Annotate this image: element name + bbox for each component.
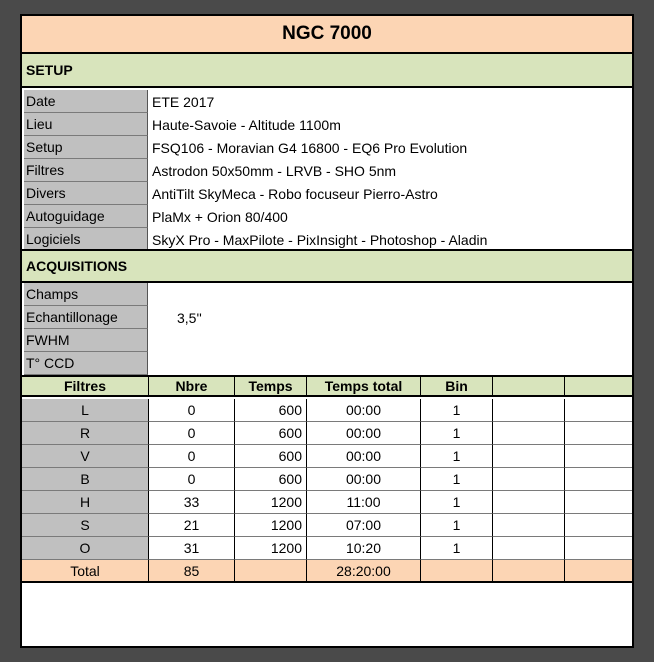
- row-filter-b[interactable]: B: [22, 468, 149, 491]
- row-total-r[interactable]: 00:00: [307, 422, 421, 445]
- row-empty-r-1[interactable]: [493, 422, 565, 445]
- row-empty-h-1[interactable]: [493, 491, 565, 514]
- total-temps-total[interactable]: 28:20:00: [307, 560, 421, 583]
- setup-value-setup[interactable]: FSQ106 - Moravian G4 16800 - EQ6 Pro Evolution: [152, 139, 468, 156]
- row-nbre-v[interactable]: 0: [149, 445, 235, 468]
- page-title[interactable]: NGC 7000: [22, 16, 632, 54]
- row-filter-l[interactable]: L: [22, 399, 149, 422]
- row-empty-r-2[interactable]: [565, 422, 632, 445]
- row-temps-v[interactable]: 600: [235, 445, 307, 468]
- setup-label-logiciels[interactable]: Logiciels: [24, 228, 148, 251]
- row-temps-h[interactable]: 1200: [235, 491, 307, 514]
- row-empty-v-2[interactable]: [565, 445, 632, 468]
- row-temps-o[interactable]: 1200: [235, 537, 307, 560]
- row-filter-s[interactable]: S: [22, 514, 149, 537]
- row-filter-h[interactable]: H: [22, 491, 149, 514]
- total-empty-1[interactable]: [493, 560, 565, 583]
- col-header-temps-total[interactable]: Temps total: [307, 375, 421, 397]
- row-nbre-o[interactable]: 31: [149, 537, 235, 560]
- row-temps-l[interactable]: 600: [235, 399, 307, 422]
- row-nbre-b[interactable]: 0: [149, 468, 235, 491]
- total-temps[interactable]: [235, 560, 307, 583]
- setup-value-divers[interactable]: AntiTilt SkyMeca - Robo focuseur Pierro-Astro: [152, 185, 438, 202]
- row-empty-b-2[interactable]: [565, 468, 632, 491]
- row-empty-o-1[interactable]: [493, 537, 565, 560]
- acquisitions-section-header[interactable]: ACQUISITIONS: [22, 249, 632, 283]
- total-empty-2[interactable]: [565, 560, 632, 583]
- row-total-h[interactable]: 11:00: [307, 491, 421, 514]
- row-empty-h-2[interactable]: [565, 491, 632, 514]
- acq-label-fwhm[interactable]: FWHM: [24, 329, 148, 352]
- row-bin-h[interactable]: 1: [421, 491, 493, 514]
- col-header-temps[interactable]: Temps: [235, 375, 307, 397]
- col-header-empty-1[interactable]: [493, 375, 565, 397]
- row-bin-b[interactable]: 1: [421, 468, 493, 491]
- total-bin[interactable]: [421, 560, 493, 583]
- setup-section-header[interactable]: SETUP: [22, 54, 632, 88]
- row-filter-r[interactable]: R: [22, 422, 149, 445]
- acq-label-champs[interactable]: Champs: [24, 283, 148, 306]
- row-empty-b-1[interactable]: [493, 468, 565, 491]
- total-nbre[interactable]: 85: [149, 560, 235, 583]
- acq-label-ccd-temp[interactable]: T° CCD: [24, 352, 148, 375]
- setup-value-logiciels[interactable]: SkyX Pro - MaxPilote - PixInsight - Photoshop - Aladin: [152, 231, 488, 248]
- row-nbre-s[interactable]: 21: [149, 514, 235, 537]
- row-empty-l-2[interactable]: [565, 399, 632, 422]
- row-filter-o[interactable]: O: [22, 537, 149, 560]
- row-temps-b[interactable]: 600: [235, 468, 307, 491]
- row-bin-o[interactable]: 1: [421, 537, 493, 560]
- row-nbre-r[interactable]: 0: [149, 422, 235, 445]
- row-total-l[interactable]: 00:00: [307, 399, 421, 422]
- row-bin-r[interactable]: 1: [421, 422, 493, 445]
- total-label[interactable]: Total: [22, 560, 149, 583]
- col-header-nbre[interactable]: Nbre: [149, 375, 235, 397]
- row-empty-o-2[interactable]: [565, 537, 632, 560]
- col-header-empty-2[interactable]: [565, 375, 632, 397]
- col-header-filtres[interactable]: Filtres: [22, 375, 149, 397]
- row-total-o[interactable]: 10:20: [307, 537, 421, 560]
- setup-value-lieu[interactable]: Haute-Savoie - Altitude 1100m: [152, 116, 341, 133]
- row-empty-v-1[interactable]: [493, 445, 565, 468]
- row-empty-s-2[interactable]: [565, 514, 632, 537]
- row-empty-l-1[interactable]: [493, 399, 565, 422]
- row-temps-s[interactable]: 1200: [235, 514, 307, 537]
- row-total-v[interactable]: 00:00: [307, 445, 421, 468]
- spreadsheet-sheet: [20, 14, 634, 648]
- setup-label-date[interactable]: Date: [24, 90, 148, 113]
- row-total-b[interactable]: 00:00: [307, 468, 421, 491]
- setup-value-date[interactable]: ETE 2017: [152, 93, 215, 110]
- row-bin-s[interactable]: 1: [421, 514, 493, 537]
- setup-value-filtres[interactable]: Astrodon 50x50mm - LRVB - SHO 5nm: [152, 162, 397, 179]
- setup-value-autoguidage[interactable]: PlaMx + Orion 80/400: [152, 208, 288, 225]
- row-bin-l[interactable]: 1: [421, 399, 493, 422]
- acq-value-echantillonage[interactable]: 3,5'': [177, 309, 202, 326]
- setup-label-setup[interactable]: Setup: [24, 136, 148, 159]
- row-temps-r[interactable]: 600: [235, 422, 307, 445]
- setup-label-lieu[interactable]: Lieu: [24, 113, 148, 136]
- row-nbre-l[interactable]: 0: [149, 399, 235, 422]
- row-total-s[interactable]: 07:00: [307, 514, 421, 537]
- col-header-bin[interactable]: Bin: [421, 375, 493, 397]
- setup-label-divers[interactable]: Divers: [24, 182, 148, 205]
- row-filter-v[interactable]: V: [22, 445, 149, 468]
- row-bin-v[interactable]: 1: [421, 445, 493, 468]
- row-empty-s-1[interactable]: [493, 514, 565, 537]
- setup-label-autoguidage[interactable]: Autoguidage: [24, 205, 148, 228]
- acq-label-echantillonage[interactable]: Echantillonage: [24, 306, 148, 329]
- setup-label-filtres[interactable]: Filtres: [24, 159, 148, 182]
- row-nbre-h[interactable]: 33: [149, 491, 235, 514]
